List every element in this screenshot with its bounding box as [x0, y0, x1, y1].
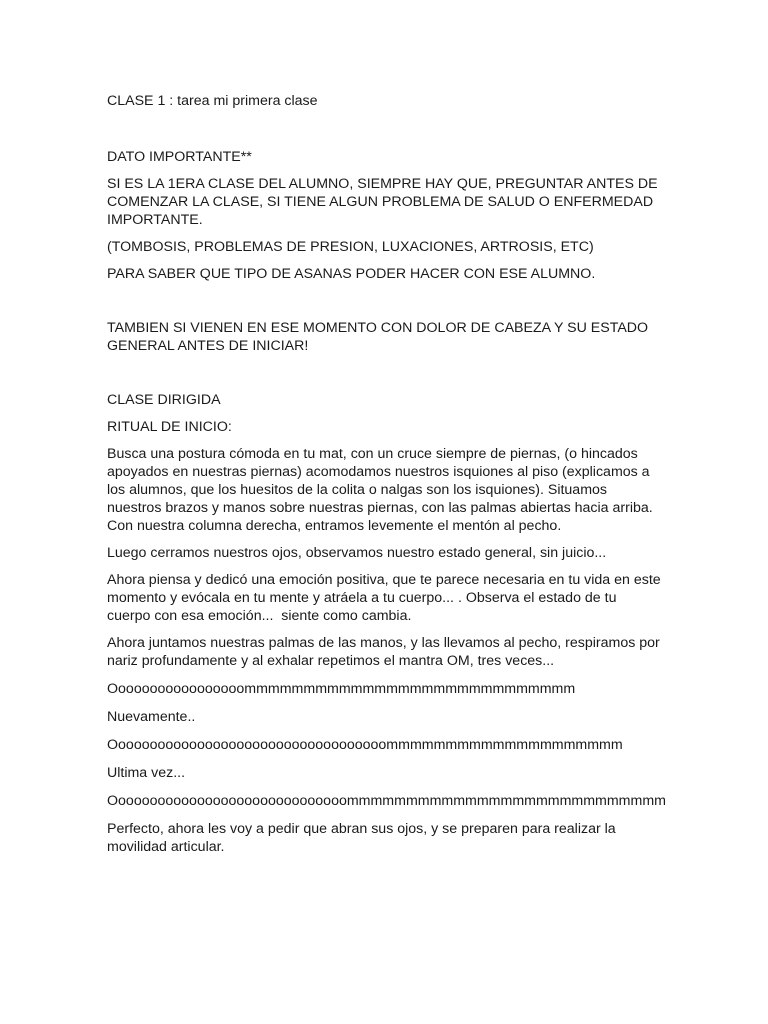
- paragraph-palms: Ahora juntamos nuestras palmas de las manos, y las llevamos al pecho, respiramos por nariz profundamente y al exhalar repetimos el mantra OM, tres veces...: [107, 635, 664, 669]
- document-body: [107, 92, 666, 856]
- purpose-text: PARA SABER QUE TIPO DE ASANAS PODER HACER CON ESE ALUMNO.: [107, 266, 596, 282]
- document-title: CLASE 1 : tarea mi primera clase: [107, 93, 318, 109]
- again-text: Nuevamente..: [107, 709, 196, 725]
- closing-paragraph: Perfecto, ahora les voy a pedir que abran sus ojos, y se preparen para realizar la movilidad articular.: [107, 821, 620, 855]
- conditions-list: (TOMBOSIS, PROBLEMAS DE PRESION, LUXACIONES, ARTROSIS, ETC): [107, 239, 594, 255]
- important-heading: DATO IMPORTANTE**: [107, 149, 252, 165]
- mantra-line-3: Oooooooooooooooooooooooooooooommmmmmmmmmmmmmmmmmmmmmmmmmm: [107, 793, 666, 809]
- mantra-line-2: Ooooooooooooooooooooooooooooooooooommmmmmmmmmmmmmmmmmmm: [107, 737, 623, 753]
- also-note: TAMBIEN SI VIENEN EN ESE MOMENTO CON DOLOR DE CABEZA Y SU ESTADO GENERAL ANTES DE INICIAR!: [107, 320, 653, 354]
- paragraph-posture: Busca una postura cómoda en tu mat, con un cruce siempre de piernas, (o hincados apoyados en nuestras piernas) acomodamos nuestros isquiones al piso (explicamos a los alumnos, que los huesitos de la colita o nalgas son los isquiones). Situamos nuestros brazos y manos sobre nuestras piernas, con las palmas abiertas hacia arriba. Con nuestra columna derecha, entramos levemente el mentón al pecho.: [107, 446, 657, 534]
- last-time-text: Ultima vez...: [107, 765, 186, 781]
- ritual-heading: RITUAL DE INICIO:: [107, 419, 232, 435]
- important-text: SI ES LA 1ERA CLASE DEL ALUMNO, SIEMPRE HAY QUE, PREGUNTAR ANTES DE COMENZAR LA CLASE, SI TIENE ALGUN PROBLEMA DE SALUD O ENFERMEDAD IMPORTANTE.: [107, 176, 662, 228]
- mantra-line-1: Ooooooooooooooooommmmmmmmmmmmmmmmmmmmmmmmmmmm: [107, 681, 576, 697]
- class-heading: CLASE DIRIGIDA: [107, 392, 221, 408]
- paragraph-eyes: Luego cerramos nuestros ojos, observamos nuestro estado general, sin juicio...: [107, 545, 607, 561]
- paragraph-emotion: Ahora piensa y dedicó una emoción positiva, que te parece necesaria en tu vida en este momento y evócala en tu mente y atráela a tu cuerpo... . Observa el estado de tu cuerpo con esa emoción... siente como cambia.: [107, 572, 665, 624]
